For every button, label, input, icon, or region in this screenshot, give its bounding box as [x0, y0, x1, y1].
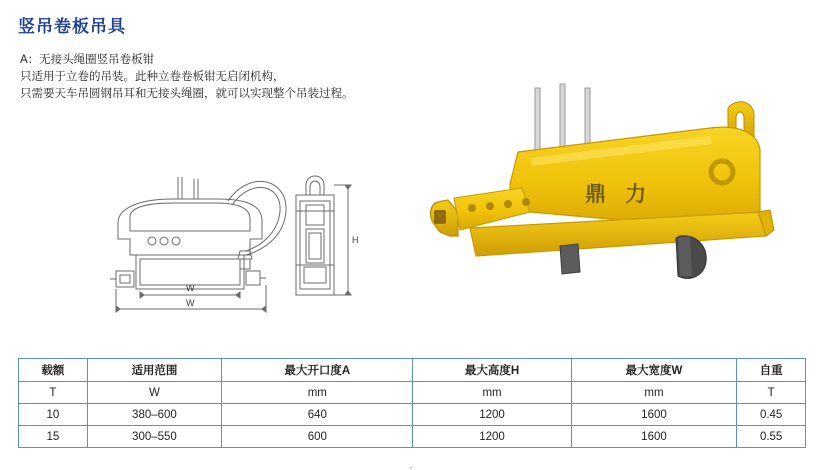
page-title: 竖吊卷板吊具 [18, 17, 126, 36]
unit-cell-0: T [19, 382, 88, 404]
unit-cell-5: T [737, 382, 806, 404]
unit-cell-2: mm [222, 382, 413, 404]
unit-cell-4: mm [571, 382, 737, 404]
clamp-pad-left [560, 244, 580, 274]
diagram-label-w-inner: W [186, 283, 195, 293]
table-header-row [19, 359, 806, 382]
cell-r1-c4: 1600 [571, 426, 737, 448]
cell-r1-c2: 600 [222, 426, 413, 448]
cell-r0-c1: 380–600 [87, 404, 222, 426]
description-line-1: A：无接头绳圈竖吊卷板钳 [20, 54, 155, 66]
cell-r1-c1: 300–550 [87, 426, 222, 448]
cell-r0-c2: 640 [222, 404, 413, 426]
column-header-0: 载额 [19, 359, 88, 382]
description-line-2: 只适用于立卷的吊装。此种立卷卷板钳无启闭机构， [20, 71, 285, 83]
table-row [19, 426, 806, 448]
cell-r0-c4: 1600 [571, 404, 737, 426]
column-header-2: 最大开口度A [222, 359, 413, 382]
unit-cell-1: W [87, 382, 222, 404]
table-row [19, 404, 806, 426]
cell-r1-c3: 1200 [413, 426, 571, 448]
brand-label: 鼎 力 [585, 182, 653, 206]
unit-cell-3: mm [413, 382, 571, 404]
column-header-5: 自重 [737, 359, 806, 382]
description-line-3: 只需要天车吊圆钢吊耳和无接头绳圈，就可以实现整个吊装过程。 [20, 88, 354, 100]
column-header-3: 最大高度H [413, 359, 571, 382]
table-units-row [19, 382, 806, 404]
cell-r1-c0: 15 [19, 426, 88, 448]
diagram-label-h: H [352, 235, 359, 245]
cell-r0-c5: 0.45 [737, 404, 806, 426]
technical-line-drawing [100, 155, 380, 315]
column-header-1: 适用范围 [87, 359, 222, 382]
description-block [20, 52, 440, 103]
cell-r0-c3: 1200 [413, 404, 571, 426]
footer-mark: . [410, 460, 413, 470]
cell-r0-c0: 10 [19, 404, 88, 426]
diagram-label-w-outer: W [186, 298, 195, 308]
column-header-4: 最大宽度W [571, 359, 737, 382]
spec-table [18, 358, 806, 448]
cell-r1-c5: 0.55 [737, 426, 806, 448]
